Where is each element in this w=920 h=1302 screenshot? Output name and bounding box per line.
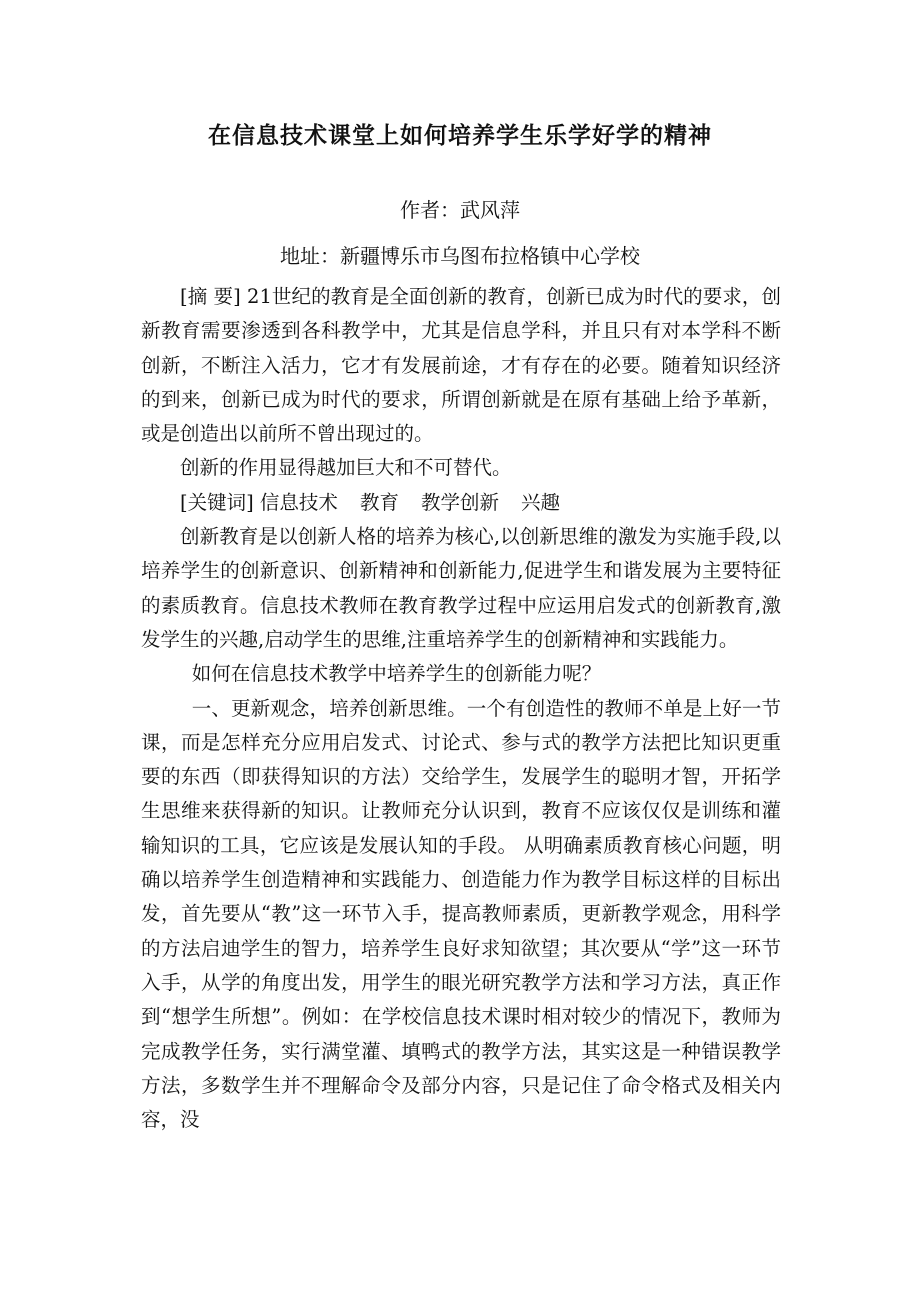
document-title: 在信息技术课堂上如何培养学生乐学好学的精神 — [208, 123, 712, 149]
keyword-item: 信息技术 — [259, 490, 338, 514]
body-paragraph: 一、更新观念，培养创新思维。一个有创造性的教师不单是上好一节课，而是怎样充分应用启发式、讨论式、参与式的教学方法把比知识更重要的东西（即获得知识的方法）交给学生，发展学生的聪明才智，开拓学生思维来获得新的知识。让教师充分认识到，教育不应该仅仅是训练和灌输知识的工具，它应该是发展认知的手段。 从明确素质教育核心问题，明确以培养学生创造精神和实践能力、创造能力作为教学目标这样的目标出发，首先要从“教”这一环节入手，提高教师素质，更新教学观念，用科学的方法启迪学生的智力，培养学生良好求知欲望；其次要从“学”这一环节入手，从学的角度出发，用学生的眼光研究教学方法和学习方法，真正作到“想学生所想”。例如：在学校信息技术课时相对较少的情况下，教师为完成教学任务，实行满堂灌、填鸭式的教学方法，其实这是一种错误教学方法，多数学生并不理解命令及部分内容，只是记住了命令格式及相关内容，没 — [141, 696, 781, 1132]
abstract-paragraph — [141, 280, 781, 451]
keywords-paragraph — [141, 486, 781, 520]
address-line: 地址：新疆博乐市乌图布拉格镇中心学校 — [280, 244, 640, 268]
abstract-continuation: 创新的作用显得越加巨大和不可替代。 — [180, 456, 512, 480]
abstract-label: [摘 要] — [180, 285, 241, 308]
keyword-item: 兴趣 — [520, 490, 560, 514]
body-paragraph: 创新教育是以创新人格的培养为核心,以创新思维的激发为实施手段,以培养学生的创新意识、创新精神和创新能力,促进学生和谐发展为主要特征的素质教育。信息技术教师在教育教学过程中应运用启发式的创新教育,激发学生的兴趣,启动学生的思维,注重培养学生的创新精神和实践能力。 — [141, 525, 781, 651]
keywords-label: [关键词] — [180, 490, 254, 514]
body-paragraph: 如何在信息技术教学中培养学生的创新能力呢？ — [191, 662, 602, 686]
keyword-item: 教育 — [359, 490, 399, 514]
document-body — [141, 280, 781, 1137]
author-line: 作者：武风萍 — [400, 198, 520, 222]
abstract-text: 21世纪的教育是全面创新的教育，创新已成为时代的要求，创新教育需要渗透到各科教学中，尤其是信息学科，并且只有对本学科不断创新，不断注入活力，它才有发展前途，才有存在的必要。随着知识经济的到来，创新已成为时代的要求，所谓创新就是在原有基础上给予革新，或是创造出以前所不曾出现过的。 — [141, 285, 781, 446]
keyword-item: 教学创新 — [420, 490, 499, 514]
